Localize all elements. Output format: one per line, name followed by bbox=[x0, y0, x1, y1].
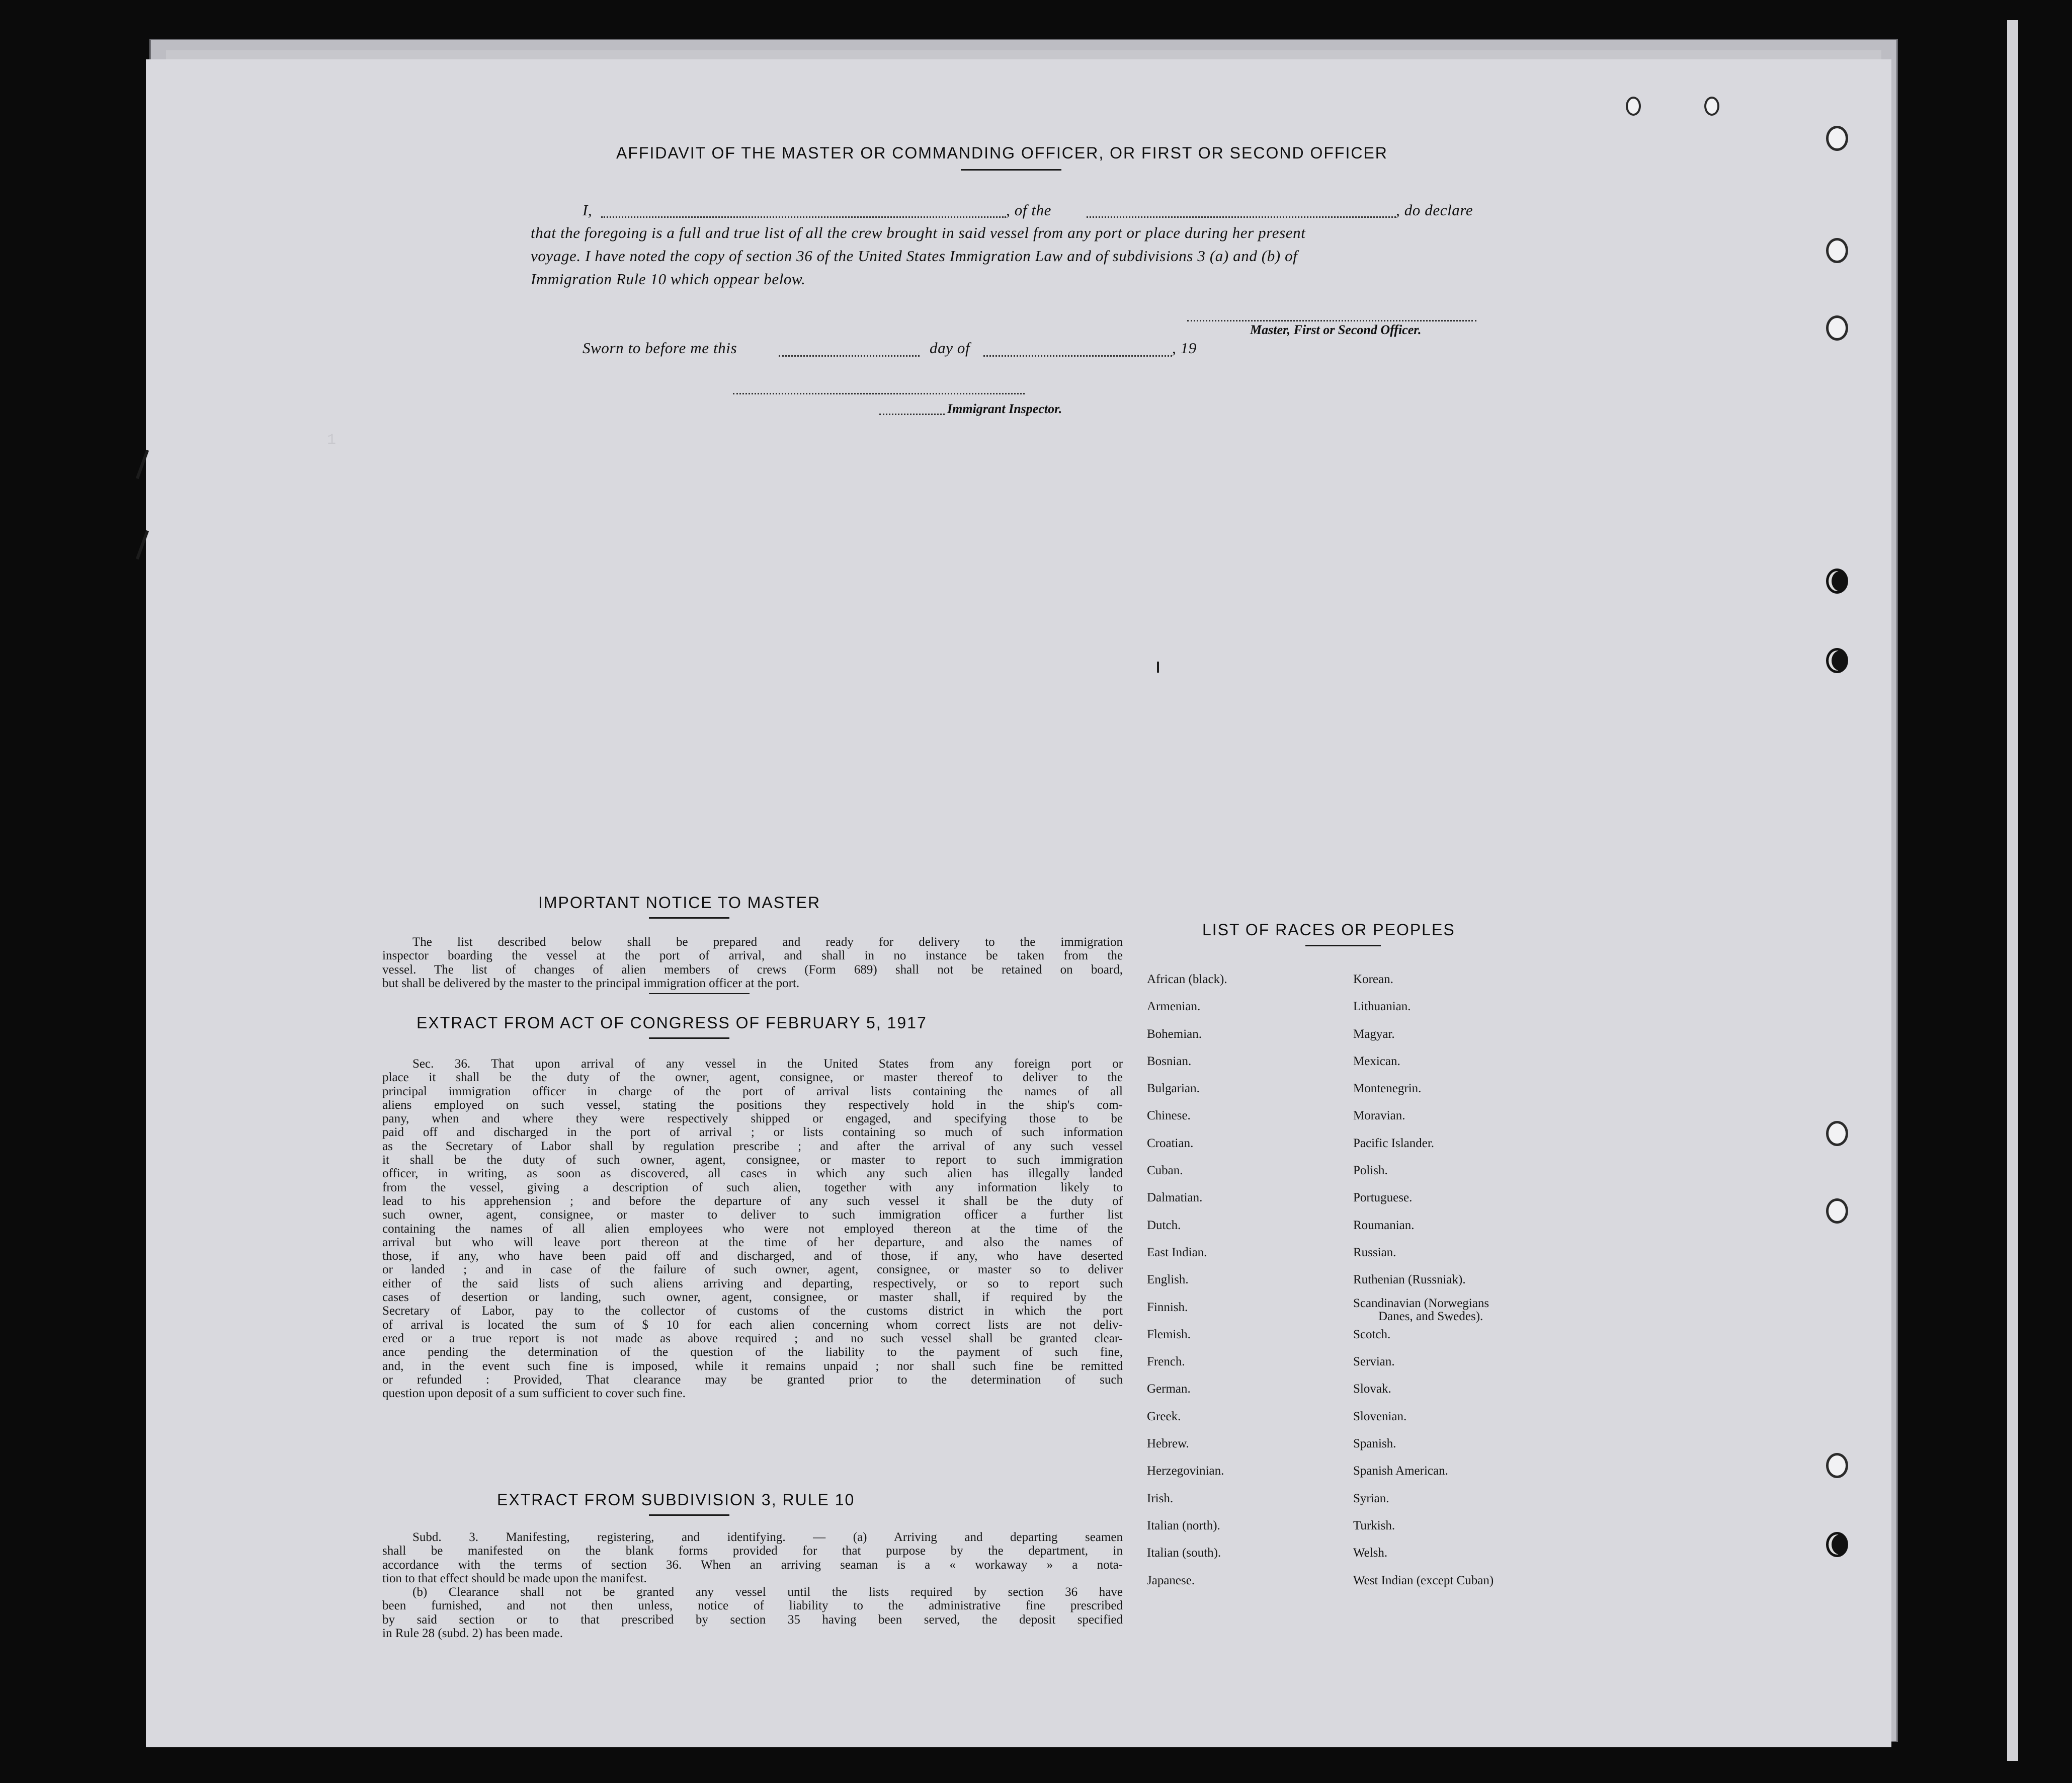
notice-rule bbox=[649, 993, 750, 994]
affidavit-title-rule bbox=[961, 169, 1061, 171]
race-item: Spanish. bbox=[1353, 1437, 1396, 1451]
race-item: Herzegovinian. bbox=[1147, 1464, 1224, 1478]
binder-hole-icon bbox=[1704, 97, 1719, 116]
race-item: Scotch. bbox=[1353, 1327, 1391, 1341]
race-item: Polish. bbox=[1353, 1164, 1388, 1178]
left-edge-mark bbox=[136, 450, 149, 479]
sworn-month-blank[interactable] bbox=[983, 355, 1172, 357]
binder-hole-icon bbox=[1826, 126, 1848, 151]
binder-hole-icon bbox=[1826, 1198, 1848, 1224]
affidavit-line-3: voyage. I have noted the copy of section 36 of the United States Immigration Law and of subdivisions 3 (a) and (b) of bbox=[531, 247, 1298, 265]
race-item: Bohemian. bbox=[1147, 1027, 1202, 1041]
vessel-blank[interactable] bbox=[1087, 216, 1396, 218]
races-title-rule bbox=[1305, 945, 1381, 946]
race-item: Portuguese. bbox=[1353, 1191, 1413, 1205]
binder-hole-icon bbox=[1826, 648, 1848, 673]
binder-hole-icon bbox=[1826, 1532, 1848, 1557]
races-column-1 bbox=[1147, 966, 1227, 1594]
affidavit-title: AFFIDAVIT OF THE MASTER OR COMMANDING OFFICER, OR FIRST OR SECOND OFFICER bbox=[616, 144, 1388, 162]
extract-act-rule bbox=[649, 1037, 729, 1039]
race-item: Bosnian. bbox=[1147, 1054, 1192, 1068]
name-blank[interactable] bbox=[601, 216, 1006, 218]
sworn-day-blank[interactable] bbox=[779, 355, 920, 357]
race-item: Spanish American. bbox=[1353, 1464, 1448, 1478]
race-item: Pacific Islander. bbox=[1353, 1136, 1435, 1150]
right-edge-strip bbox=[2007, 20, 2018, 1761]
race-item: Montenegrin. bbox=[1353, 1082, 1422, 1096]
document-page: 1 AFFIDAVIT OF THE MASTER OR COMMANDING OFFICER, OR FIRST OR SECOND OFFICER I, , of the , do declare that the foregoing is a full and true list of all the crew brought in said vessel from any port or place during her present voyage. I have noted the copy of section 36 of the United States Immigration Law and of subdivisions 3 (a) and (b) of Immigration Rule 10 which oppear below. Master, First or Second Officer. Sworn to before me this day of , 19 Immigrant Inspector. IMPORTANT NOTICE TO MASTER The list described below shall be prepared and ready for delivery to the immigration inspector boarding the vessel at the port of arrival, and shall in no instance be taken from the vessel. The list of changes of alien members of crews (Form 689) shall not be retained on board, but shall be delivered by the master to the principal immigration officer at the port. EXTRACT FROM ACT OF CONGRESS OF FEBRUARY 5, 1917 Sec. 36. That upon arrival of any vessel in the United States from any foreign port or place it shall be the duty of the owner, agent, consignee, or master thereof to deliver to the principal immigration officer in charge of the port of arrival lists containing the names of all aliens employed on such vessel, stating the positions they respectively hold in the ship's com- pany, when and where they were respectively shipped or engaged, and specifying those to be paid off and discharged in the port of arrival ; or lists containing so much of such information as the Secretary of Labor shall by regulation prescribe ; and after the arrival of any such vessel it shall be the duty of such owner, agent, consignee, or master to report to such immigration officer, in writing, as soon as discovered, all cases in which any such alien has illegally landed from the vessel, giving a description of such alien, together with any information likely to lead to his apprehension ; and before the departure of any such vessel it shall be the duty of such owner, agent, consignee, or master to deliver to such immigration officer a further list containing the names of all alien employees who were not employed thereon at the time of the arrival but who will leave port thereon at the time of her departure, and also the names of those, if any, who have been paid off and discharged, and of those, if any, who have deserted or landed ; and in case of the failure of such owner, agent, consignee, or master so to deliver either of the said lists of such aliens arriving and departing, respectively, or so to report such cases of desertion or landing, such owner, agent, consignee, or master shall, if required by the Secretary of Labor, pay to the collector of customs of the customs district in which the port of arrival is located the sum of $ 10 for each alien concerning whom correct lists are not deliv- ered or a true report is not made as above required ; and no such vessel shall be granted clear- ance pending the determination of the question of the liability to the payment of such fine, and, in the event such fine is imposed, while it remains unpaid ; nor shall such fine be remitted or refunded : Provided, That clearance may be granted prior to the determination of such question upon deposit of a sum sufficient to cover such fine. EXTRACT FROM SUBDIVISION 3, RULE 10 Subd. 3. Manifesting, registering, and identifying. — (a) Arriving and departing seamen shall be manifested on the blank forms provided for that purpose by the department, in accordance with the terms of section 36. When an arriving seaman is a « workaway » a nota- tion to that effect should be made upon the manifest. (b) Clearance shall not be granted any vessel until the lists required by section 36 have been furnished, and not then unless, notice of liability to the administrative fine prescribed by said section or to that prescribed by section 35 having been served, the deposit specified in Rule 28 (subd. 2) has been made. LIST OF RACES OR PEOPLES African (black). Armenian. Bohemian. Bosnian. Bulgarian. Chinese. Croatian. Cuban. Dalmatian. Dutch. East Indian. English. Finnish. Flemish. French. German. Greek. Hebrew. Herzegovinian. Irish. Italian (north). Italian (south). Japanese. Korean. Lithuanian. Magyar. Mexican. Montenegrin. Moravian. Pacific Islander. Polish. Portuguese. Roumanian. Russian. Ruthenian (Russniak). Scandinavian (Norwegians Danes, and Swedes). Scotch. Servian. Slovak. Slovenian. Spanish. Spanish American. Syrian. Turkish. Welsh. West Indian (except Cuban) bbox=[146, 59, 1891, 1747]
race-item: Lithuanian. bbox=[1353, 1000, 1411, 1014]
binder-hole-icon bbox=[1826, 1453, 1848, 1478]
race-item: Dutch. bbox=[1147, 1218, 1181, 1232]
extract-rule-title: EXTRACT FROM SUBDIVISION 3, RULE 10 bbox=[497, 1491, 855, 1509]
race-item: African (black). bbox=[1147, 972, 1227, 986]
race-item: Welsh. bbox=[1353, 1546, 1388, 1560]
race-item: Japanese. bbox=[1147, 1573, 1195, 1587]
notice-title: IMPORTANT NOTICE TO MASTER bbox=[538, 894, 821, 912]
affidavit-i-label: I, bbox=[583, 201, 593, 219]
master-signature-blank[interactable] bbox=[1187, 320, 1476, 321]
race-item: English. bbox=[1147, 1273, 1189, 1287]
race-item: Slovenian. bbox=[1353, 1409, 1407, 1423]
affidavit-line-2: that the foregoing is a full and true list of all the crew brought in said vessel from any port or place during her present bbox=[531, 224, 1306, 241]
notice-title-rule bbox=[649, 917, 729, 919]
affidavit-of-the-label: , of the bbox=[1006, 201, 1052, 219]
race-item: Russian. bbox=[1353, 1245, 1396, 1259]
sworn-label: Sworn to before me this bbox=[583, 339, 737, 357]
race-item: Finnish. bbox=[1147, 1300, 1188, 1314]
race-item: Italian (south). bbox=[1147, 1546, 1221, 1560]
binder-hole-icon bbox=[1826, 238, 1848, 263]
inspector-label: Immigrant Inspector. bbox=[947, 401, 1062, 416]
race-item: Hebrew. bbox=[1147, 1437, 1189, 1451]
race-item: Turkish. bbox=[1353, 1518, 1395, 1532]
race-item: Ruthenian (Russniak). bbox=[1353, 1273, 1466, 1287]
binder-hole-icon bbox=[1626, 97, 1641, 116]
year-label: , 19 bbox=[1172, 339, 1197, 357]
left-edge-mark-2 bbox=[136, 530, 149, 559]
race-item: German. bbox=[1147, 1382, 1191, 1396]
race-item: Croatian. bbox=[1147, 1136, 1194, 1150]
extract-rule-text: Subd. 3. Manifesting, registering, and identifying. — (a) Arriving and departing seamen shall be manifested on the blank forms provided for that purpose by the department, in accordance with the terms of section 36. When an arriving seaman is a « workaway » a nota- tion to that effect should be made upon the manifest. (b) Clearance shall not be granted any vessel until the lists required by section 36 have been furnished, and not then unless, notice of liability to the administrative fine prescribed by said section or to that prescribed by section 35 having been served, the deposit specified in Rule 28 (subd. 2) has been made. bbox=[382, 1530, 1123, 1641]
race-item: Dalmatian. bbox=[1147, 1191, 1203, 1205]
races-column-2 bbox=[1353, 966, 1494, 1594]
race-item: Mexican. bbox=[1353, 1054, 1400, 1068]
race-item: Korean. bbox=[1353, 972, 1393, 986]
race-item: Bulgarian. bbox=[1147, 1082, 1200, 1096]
race-item: Slovak. bbox=[1353, 1382, 1391, 1396]
race-item: Irish. bbox=[1147, 1491, 1174, 1505]
ink-mark bbox=[1157, 662, 1159, 673]
race-item: Greek. bbox=[1147, 1409, 1181, 1423]
master-signature-label: Master, First or Second Officer. bbox=[1250, 322, 1422, 337]
day-of-label: day of bbox=[930, 339, 970, 357]
extract-act-title: EXTRACT FROM ACT OF CONGRESS OF FEBRUARY 5, 1917 bbox=[417, 1014, 927, 1032]
binder-hole-icon bbox=[1826, 315, 1848, 341]
binder-hole-icon bbox=[1826, 569, 1848, 594]
race-item: Italian (north). bbox=[1147, 1518, 1220, 1532]
race-item: Chinese. bbox=[1147, 1109, 1191, 1123]
extract-act-text: Sec. 36. That upon arrival of any vessel in the United States from any foreign port or place it shall be the duty of the owner, agent, consignee, or master thereof to deliver to the principal immigration officer in charge of the port of arrival lists containing the names of all aliens employed on such vessel, stating the positions they respectively hold in the ship's com- pany, when and where they were respectively shipped or engaged, and specifying those to be paid off and discharged in the port of arrival ; or lists containing so much of such information as the Secretary of Labor shall by regulation prescribe ; and after the arrival of any such vessel it shall be the duty of such owner, agent, consignee, or master to report to such immigration officer, in writing, as soon as discovered, all cases in which any such alien has illegally landed from the vessel, giving a description of such alien, together with any information likely to lead to his apprehension ; and before the departure of any such vessel it shall be the duty of such owner, agent, consignee, or master to deliver to such immigration officer a further list containing the names of all alien employees who were not employed thereon at the time of the arrival but who will leave port thereon at the time of her departure, and also the names of those, if any, who have been paid off and discharged, and of those, if any, who have deserted or landed ; and in case of the failure of such owner, agent, consignee, or master so to deliver either of the said lists of such aliens arriving and departing, respectively, or so to report such cases of desertion or landing, such owner, agent, consignee, or master shall, if required by the Secretary of Labor, pay to the collector of customs of the customs district in which the port of arrival is located the sum of $ 10 for each alien concerning whom correct lists are not deliv- ered or a true report is not made as above required ; and no such vessel shall be granted clear- ance pending the determination of the question of the liability to the payment of such fine, and, in the event such fine is imposed, while it remains unpaid ; nor shall such fine be remitted or refunded : Provided, That clearance may be granted prior to the determination of such question upon deposit of a sum sufficient to cover such fine. bbox=[382, 1057, 1123, 1401]
race-item: Scandinavian (Norwegians Danes, and Swedes). bbox=[1353, 1296, 1489, 1323]
inspector-signature-blank[interactable] bbox=[733, 393, 1025, 394]
race-item: Roumanian. bbox=[1353, 1218, 1415, 1232]
race-item: Syrian. bbox=[1353, 1491, 1389, 1505]
race-item: Flemish. bbox=[1147, 1327, 1191, 1341]
race-item: French. bbox=[1147, 1355, 1185, 1369]
binder-hole-icon bbox=[1826, 1121, 1848, 1146]
race-item: Servian. bbox=[1353, 1355, 1395, 1369]
extract-rule-rule bbox=[649, 1514, 729, 1516]
race-item: Magyar. bbox=[1353, 1027, 1395, 1041]
race-item: East Indian. bbox=[1147, 1245, 1207, 1259]
affidavit-declare-label: , do declare bbox=[1396, 201, 1473, 219]
race-item: Moravian. bbox=[1353, 1109, 1405, 1123]
notice-text: The list described below shall be prepared and ready for delivery to the immigration inspector boarding the vessel at the port of arrival, and shall in no instance be taken from the vessel. The list of changes of alien members of crews (Form 689) shall not be retained on board, but shall be delivered by the master to the principal immigration officer at the port. bbox=[382, 935, 1123, 990]
race-item: Cuban. bbox=[1147, 1164, 1183, 1178]
race-item: West Indian (except Cuban) bbox=[1353, 1573, 1494, 1587]
race-item: Armenian. bbox=[1147, 1000, 1201, 1014]
inspector-signature-blank-2 bbox=[879, 414, 945, 415]
race-item-cont: Danes, and Swedes). bbox=[1378, 1309, 1483, 1323]
races-title: LIST OF RACES OR PEOPLES bbox=[1202, 921, 1455, 939]
affidavit-line-4: Immigration Rule 10 which oppear below. bbox=[531, 270, 806, 288]
